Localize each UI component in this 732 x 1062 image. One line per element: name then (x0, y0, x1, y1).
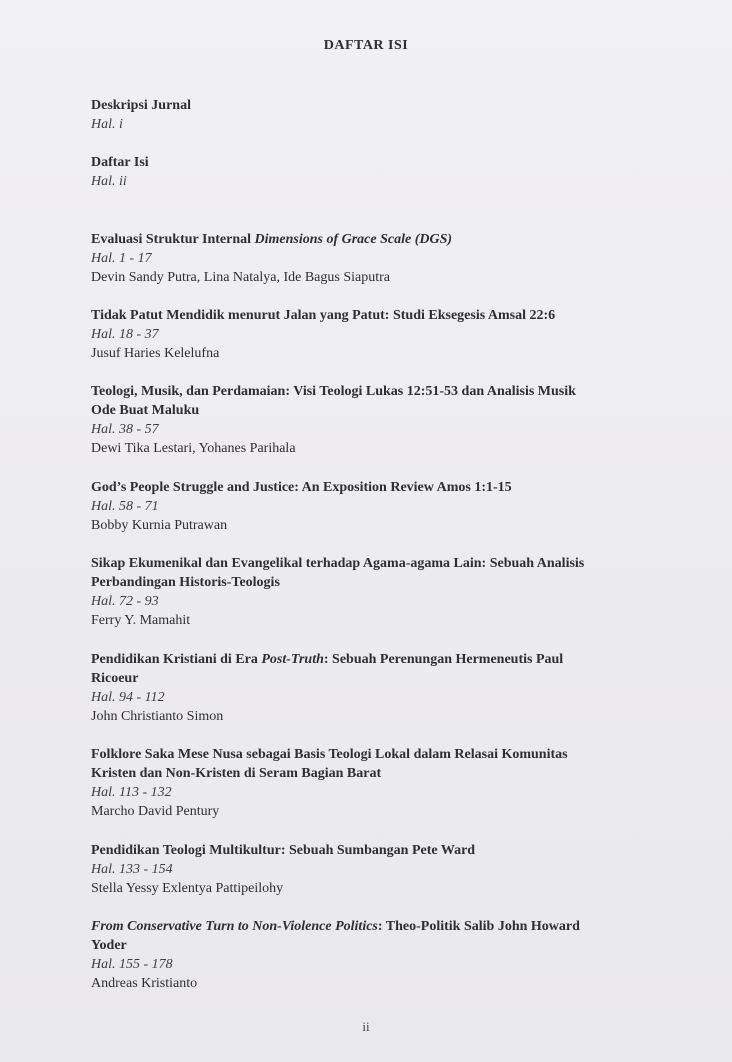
entry-pages: Hal. 1 - 17 (91, 251, 152, 266)
entry-authors: Devin Sandy Putra, Lina Natalya, Ide Bagus Siaputra (91, 270, 390, 285)
entry-title-line2: Yoder (91, 938, 127, 953)
entry-authors: Bobby Kurnia Putrawan (91, 518, 228, 533)
toc-entry (91, 306, 691, 363)
entry-title: God’s People Struggle and Justice: An Exposition Review Amos 1:1-15 (91, 480, 512, 495)
entry-pages: Hal. 58 - 71 (91, 499, 159, 514)
entry-pages: Hal. 133 - 154 (91, 862, 173, 877)
toc-entry (91, 230, 691, 287)
entry-authors: Dewi Tika Lestari, Yohanes Parihala (91, 441, 296, 456)
entry-title-line2: Kristen dan Non-Kristen di Seram Bagian Barat (91, 766, 382, 781)
entry-title: Folklore Saka Mese Nusa sebagai Basis Teologi Lokal dalam Relasai Komunitas (91, 747, 568, 762)
entry-title: Daftar Isi (91, 155, 149, 170)
entry-pages: Hal. 94 - 112 (91, 690, 165, 705)
page-title: DAFTAR ISI (323, 38, 409, 53)
toc-entry (91, 554, 691, 630)
entry-title: Pendidikan Teologi Multikultur: Sebuah Sumbangan Pete Ward (91, 843, 476, 858)
entry-authors: Jusuf Haries Kelelufna (91, 346, 220, 361)
entry-title: Tidak Patut Mendidik menurut Jalan yang Patut: Studi Eksegesis Amsal 22:6 (91, 308, 556, 323)
entry-title: Deskripsi Jurnal (91, 98, 191, 113)
entry-pages: Hal. 38 - 57 (91, 422, 159, 437)
entry-title-line2: Ricoeur (91, 671, 139, 686)
entry-title: Evaluasi Struktur Internal Dimensions of Grace Scale (DGS) (91, 232, 453, 247)
entry-pages: Hal. 72 - 93 (91, 594, 159, 609)
entry-authors: Ferry Y. Mamahit (91, 613, 191, 628)
entry-pages: Hal. 113 - 132 (91, 785, 172, 800)
entry-authors: Andreas Kristianto (91, 976, 198, 991)
entry-title: From Conservative Turn to Non-Violence Politics: Theo-Politik Salib John Howard (91, 919, 580, 934)
entry-pages: Hal. i (91, 117, 123, 132)
entry-pages: Hal. 155 - 178 (91, 957, 173, 972)
entry-title-line2: Perbandingan Historis-Teologis (91, 575, 280, 590)
toc-entry (91, 96, 691, 134)
entry-pages: Hal. 18 - 37 (91, 327, 159, 342)
toc-entry (91, 382, 691, 458)
entry-pages: Hal. ii (91, 174, 127, 189)
toc-entry (91, 478, 691, 535)
entry-authors: Stella Yessy Exlentya Pattipeilohy (91, 881, 284, 896)
page-number: ii (362, 1019, 370, 1034)
toc-entry (91, 745, 691, 821)
entry-authors: John Christianto Simon (91, 709, 224, 724)
toc-entry (91, 153, 691, 191)
toc-entry (91, 841, 691, 898)
entry-title: Sikap Ekumenikal dan Evangelikal terhadap Agama-agama Lain: Sebuah Analisis (91, 556, 585, 571)
entry-title: Teologi, Musik, dan Perdamaian: Visi Teologi Lukas 12:51-53 dan Analisis Musik (91, 384, 576, 399)
entry-title-line2: Ode Buat Maluku (91, 403, 200, 418)
toc-entry (91, 650, 691, 726)
toc-entry (91, 917, 691, 993)
entry-title: Pendidikan Kristiani di Era Post-Truth: Sebuah Perenungan Hermeneutis Paul (91, 652, 564, 667)
entry-authors: Marcho David Pentury (91, 804, 220, 819)
